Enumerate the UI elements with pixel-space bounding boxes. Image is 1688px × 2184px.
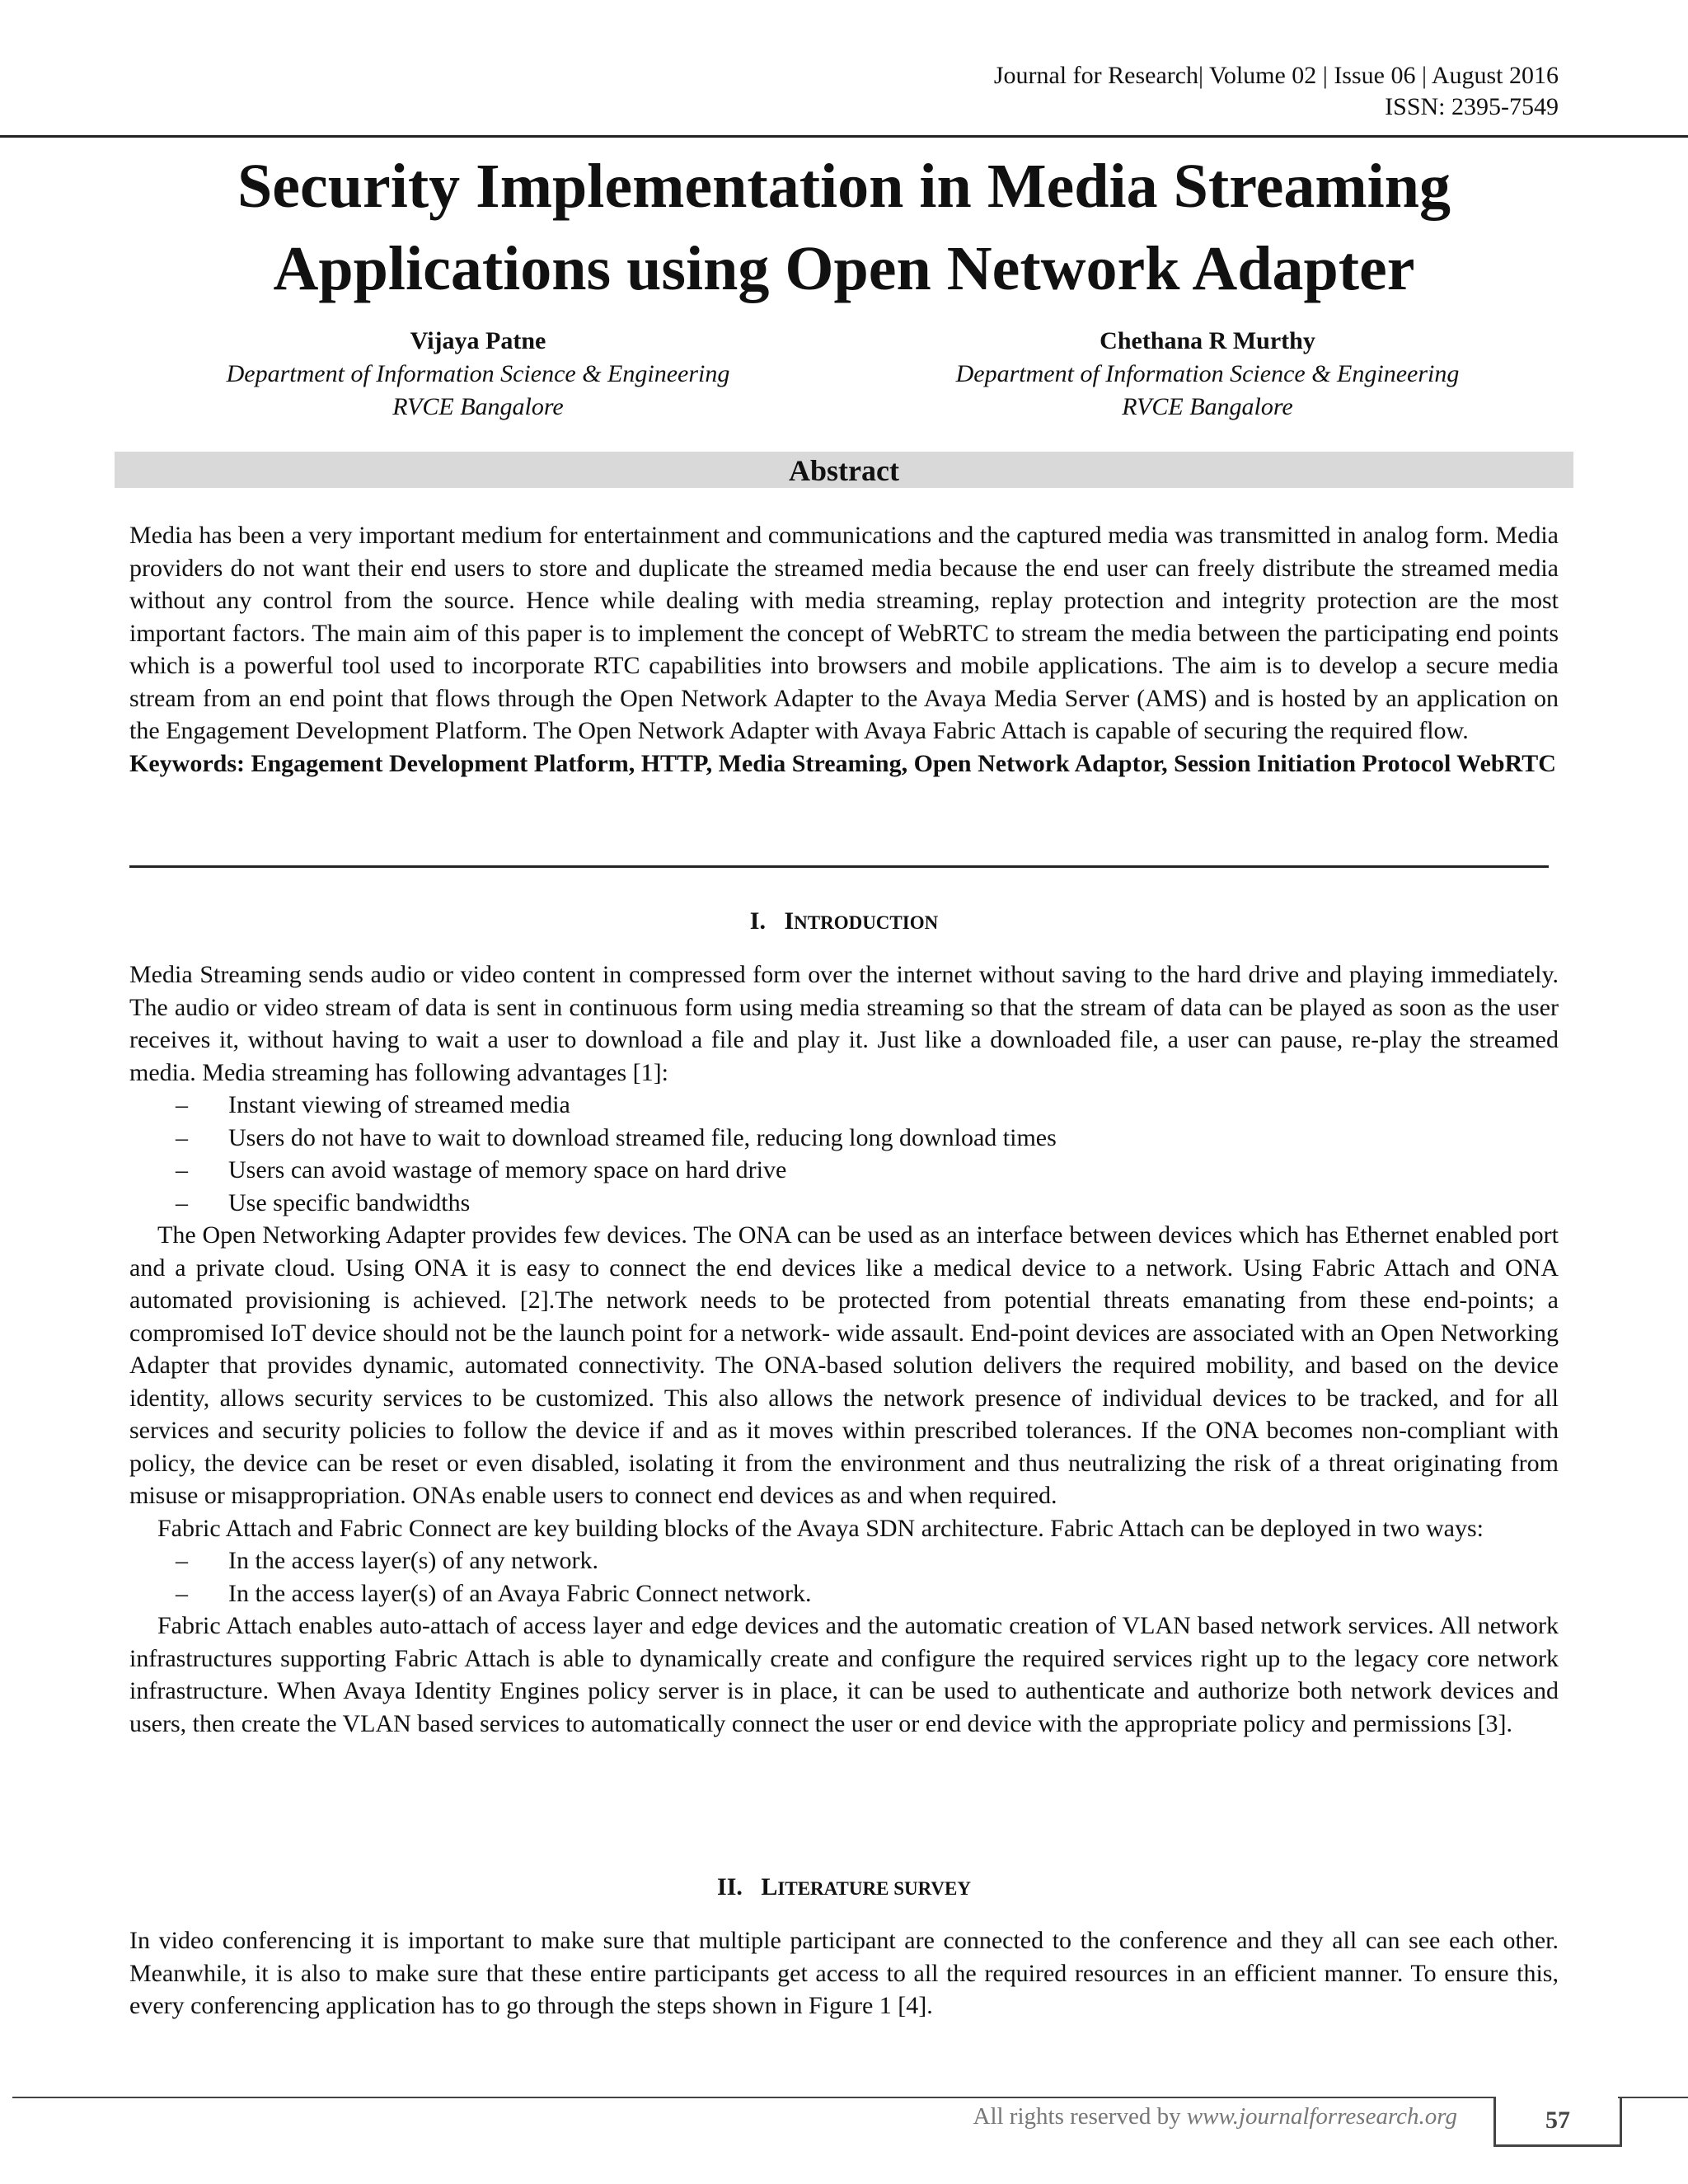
list-item-text: Users do not have to wait to download streamed file, reducing long download times	[228, 1123, 1057, 1151]
section-title-initial: L	[761, 1873, 778, 1900]
list-item	[129, 1187, 1559, 1220]
dash-bullet: –	[176, 1156, 188, 1183]
list-item	[129, 1577, 1559, 1610]
abstract-text: Media has been a very important medium for entertainment and communications and the captured media was transmitted in analog form. Media providers do not want their end users to store and duplicate the streamed media because the end user can freely distribute the streamed media without any control from the source. Hence while dealing with media streaming, replay protection and integrity protection are the most important factors. The main aim of this paper is to implement the concept of WebRTC to stream the media between the participating end points which is a powerful tool used to incorporate RTC capabilities into browsers and mobile applications. The aim is to develop a secure media stream from an end point that flows through the Open Network Adapter to the Avaya Media Server (AMS) and is hosted by an application on the Engagement Development Platform. The Open Network Adapter with Avaya Fabric Attach is capable of securing the required flow.	[129, 522, 1559, 744]
introduction-section	[129, 958, 1559, 1740]
author-block-1	[107, 325, 849, 424]
deployment-list	[129, 1544, 1559, 1610]
author-institution: RVCE Bangalore	[392, 393, 564, 420]
list-item-text: Users can avoid wastage of memory space on hard drive	[228, 1156, 787, 1183]
list-item	[129, 1154, 1559, 1187]
author-block-2	[837, 325, 1578, 424]
abstract-section	[129, 519, 1559, 780]
author-department: Department of Information Science & Engineering	[955, 360, 1460, 387]
header-rule	[0, 135, 1688, 138]
journal-volume-info: Journal for Research| Volume 02 | Issue 06 | August 2016	[993, 62, 1559, 89]
section-title-rest: ITERATURE SURVEY	[777, 1878, 971, 1899]
page-number: 57	[1493, 2097, 1622, 2147]
footer-rule	[12, 2097, 1496, 2098]
list-item-text: In the access layer(s) of any network.	[228, 1547, 598, 1574]
author-department: Department of Information Science & Engineering	[226, 360, 730, 387]
dash-bullet: –	[176, 1123, 188, 1151]
section-heading-introduction	[0, 907, 1688, 938]
section-title-rest: NTRODUCTION	[794, 912, 939, 933]
intro-paragraph-1: Media Streaming sends audio or video content in compressed form over the internet without saving to the hard drive and playing immediately. The audio or video stream of data is sent in continuous form using media streaming so that the stream of data can be played as soon as the user receives it, without having to wait a user to download a file and play it. Just like a downloaded file, a user can pause, re-play the streamed media. Media streaming has following advantages [1]:	[129, 961, 1559, 1086]
dash-bullet: –	[176, 1579, 188, 1607]
dash-bullet: –	[176, 1547, 188, 1574]
list-item	[129, 1544, 1559, 1577]
list-item-text: In the access layer(s) of an Avaya Fabric Connect network.	[228, 1579, 812, 1607]
literature-survey-section	[129, 1924, 1559, 2022]
section-number: I.	[749, 907, 766, 935]
dash-bullet: –	[176, 1188, 188, 1216]
issn: ISSN: 2395-7549	[1385, 93, 1559, 120]
list-item	[129, 1122, 1559, 1155]
title-line-1: Security Implementation in Media Streaming	[237, 152, 1451, 221]
rights-text: All rights reserved by	[973, 2103, 1187, 2130]
title-line-2: Applications using Open Network Adapter	[273, 234, 1415, 303]
list-item	[129, 1089, 1559, 1122]
list-item-text: Instant viewing of streamed media	[228, 1091, 570, 1118]
list-item-text: Use specific bandwidths	[228, 1188, 471, 1216]
author-name: Vijaya Patne	[410, 327, 546, 354]
footer-rights	[973, 2102, 1458, 2131]
author-institution: RVCE Bangalore	[1122, 393, 1293, 420]
footer-rule-right	[1618, 2097, 1688, 2098]
keywords: Keywords: Engagement Development Platform, HTTP, Media Streaming, Open Network Adaptor, Session Initiation Protocol WebRTC	[129, 749, 1556, 777]
abstract-separator-rule	[129, 865, 1549, 868]
author-name: Chethana R Murthy	[1100, 327, 1315, 354]
literature-paragraph-1: In video conferencing it is important to make sure that multiple participant are connected to the conference and they all can see each other. Meanwhile, it is also to make sure that these entire participants get access to all the required resources in an efficient manner. To ensure this, every conferencing application has to go through the steps shown in Figure 1 [4].	[129, 1927, 1559, 2019]
intro-paragraph-2: The Open Networking Adapter provides few devices. The ONA can be used as an interface between devices which has Ethernet enabled port and a private cloud. Using ONA it is easy to connect the end devices like a medical device to a network. Using Fabric Attach and ONA automated provisioning is achieved. [2].The network needs to be protected from potential threats emanating from these end-points; a compromised IoT device should not be the launch point for a network- wide assault. End-point devices are associated with an Open Networking Adapter that provides dynamic, automated connectivity. The ONA-based solution delivers the required mobility, and based on the device identity, allows security services to be customized. This also allows the network presence of individual devices to be tracked, and for all services and security policies to follow the device if and as it moves within prescribed tolerances. If the ONA becomes non-compliant with policy, the device can be reset or even disabled, isolating it from the environment and thus neutralizing the risk of a threat originating from misuse or misappropriation. ONAs enable users to connect end devices as and when required.	[129, 1221, 1559, 1509]
abstract-heading: Abstract	[115, 452, 1573, 488]
section-number: II.	[717, 1873, 743, 1900]
advantages-list	[129, 1089, 1559, 1219]
dash-bullet: –	[176, 1091, 188, 1118]
section-heading-literature-survey	[0, 1872, 1688, 1904]
paper-title	[0, 145, 1688, 310]
intro-paragraph-4: Fabric Attach enables auto-attach of access layer and edge devices and the automatic creation of VLAN based network services. All network infrastructures supporting Fabric Attach is able to dynamically create and configure the required services right up to the legacy core network infrastructure. When Avaya Identity Engines policy server is in place, it can be used to authenticate and authorize both network devices and users, then create the VLAN based services to automatically connect the user or end device with the appropriate policy and permissions [3].	[129, 1612, 1559, 1737]
section-title-initial: I	[784, 907, 795, 935]
journal-website-link[interactable]: www.journalforresearch.org	[1186, 2103, 1457, 2130]
intro-paragraph-3: Fabric Attach and Fabric Connect are key building blocks of the Avaya SDN architecture. Fabric Attach can be deployed in two ways:	[157, 1514, 1484, 1542]
